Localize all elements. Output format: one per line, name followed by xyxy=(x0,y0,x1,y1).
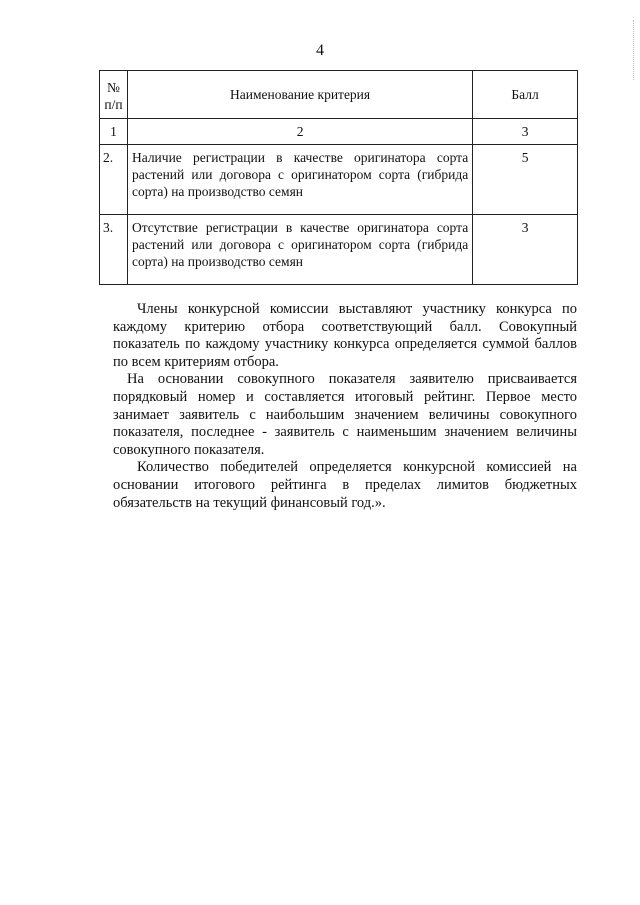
header-num: № п/п xyxy=(100,71,128,119)
index-cell: 2 xyxy=(127,119,472,145)
table-row xyxy=(100,215,578,285)
index-cell: 3 xyxy=(473,119,578,145)
scan-edge-artifact xyxy=(633,20,636,80)
row-num: 3. xyxy=(100,215,128,285)
paragraph: Члены конкурсной комиссии выставляют участнику конкурса по каждому критерию отбора соответствующий балл. Совокупный показатель по каждому участнику конкурса определяется суммой баллов по всем критериям отбора. xyxy=(113,301,577,370)
row-num: 2. xyxy=(100,145,128,215)
table-header-row xyxy=(100,71,578,119)
table-index-row xyxy=(100,119,578,145)
header-score: Балл xyxy=(473,71,578,119)
table-row xyxy=(100,145,578,215)
header-name: Наименование критерия xyxy=(127,71,472,119)
row-criterion: Наличие регистрации в качестве оригинатора сорта растений или договора с оригинатором сорта (гибрида сорта) на производство семян xyxy=(127,145,472,215)
criteria-table xyxy=(99,70,578,285)
index-cell: 1 xyxy=(100,119,128,145)
row-score: 5 xyxy=(473,145,578,215)
body-text xyxy=(113,301,577,512)
paragraph: Количество победителей определяется конкурсной комиссией на основании итогового рейтинга в пределах лимитов бюджетных обязательств на текущий финансовый год.». xyxy=(113,459,577,511)
row-criterion: Отсутствие регистрации в качестве оригинатора сорта растений или договора с оригинатором сорта (гибрида сорта) на производство семян xyxy=(127,215,472,285)
page-number: 4 xyxy=(316,42,324,59)
row-score: 3 xyxy=(473,215,578,285)
paragraph: На основании совокупного показателя заявителю присваивается порядковый номер и составляется итоговый рейтинг. Первое место занимает заявитель с наибольшим значением величины совокупного показателя, последнее - заявитель с наименьшим значением величины совокупного показателя. xyxy=(113,371,577,458)
